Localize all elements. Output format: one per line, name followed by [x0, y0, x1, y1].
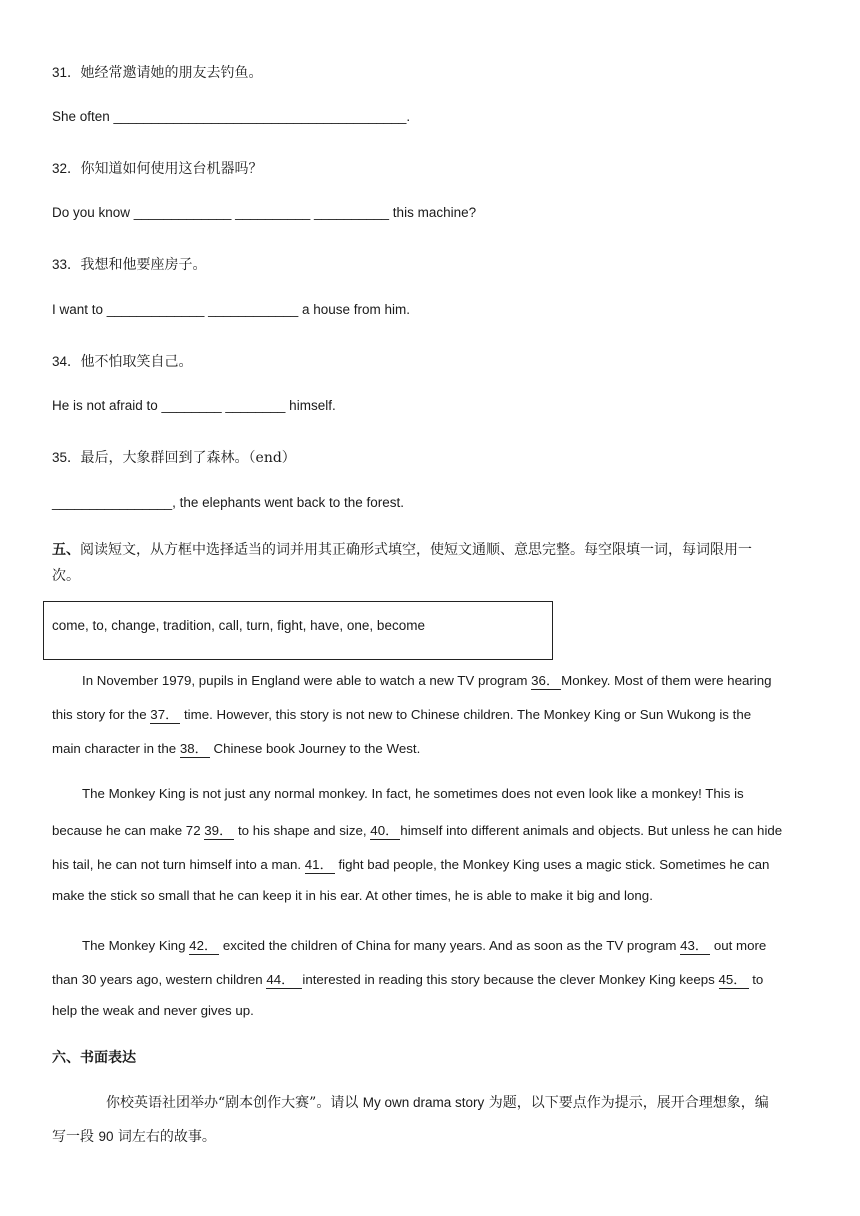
question-34-answer-line: He is not afraid to ________ ________ himself.	[52, 398, 336, 413]
instruction-text: 词左右的故事。	[113, 1129, 216, 1145]
blank-43[interactable]: 43．	[680, 935, 710, 955]
question-number: 33．	[52, 257, 81, 272]
passage-line	[82, 935, 766, 955]
word-bank-words: come, to, change, tradition, call, turn, fight, have, one, become	[52, 618, 425, 633]
question-34-prompt	[52, 350, 193, 371]
passage-text: out more	[710, 938, 767, 953]
passage-text: because he can make 72	[52, 823, 205, 838]
question-31-prompt	[52, 61, 263, 82]
instruction-text: 写一段	[52, 1129, 99, 1145]
passage-line: The Monkey King is not just any normal monkey. In fact, he sometimes does not even look like a monkey! This is	[82, 786, 744, 801]
question-chinese: 你知道如何使用这台机器吗？	[80, 161, 263, 177]
passage-line	[52, 738, 420, 758]
question-chinese: 最后，大象群回到了森林。（end）	[80, 450, 296, 466]
question-chinese: 他不怕取笑自己。	[80, 354, 193, 370]
blank-39[interactable]: 39．	[204, 820, 234, 840]
section-5-instruction-text: 阅读短文，从方框中选择适当的词并用其正确形式填空，使短文通顺、意思完整。每空限填一词，每词限用一	[80, 542, 752, 558]
instruction-text: 为题，以下要点作为提示，展开合理想象，编	[484, 1095, 769, 1111]
question-32-prompt	[52, 157, 263, 178]
passage-line	[52, 854, 769, 874]
passage-text: to	[748, 972, 764, 987]
section-5-instruction	[52, 539, 752, 559]
passage-text: his tail, he can not turn himself into a man.	[52, 857, 305, 872]
section-6-instruction	[106, 1092, 769, 1112]
section-5-instruction-cont: 次。	[52, 568, 80, 584]
passage-text: interested in reading this story because the clever Monkey King keeps	[302, 972, 719, 987]
blank-36[interactable]: 36．	[531, 670, 561, 690]
question-35-prompt	[52, 446, 296, 467]
blank-37[interactable]: 37．	[150, 704, 180, 724]
passage-text: Chinese book Journey to the West.	[209, 741, 421, 756]
question-33-answer-line: I want to _____________ ____________ a house from him.	[52, 302, 411, 317]
blank-44[interactable]: 44．	[266, 969, 302, 989]
question-33-prompt	[52, 253, 207, 274]
section-5-title: 五、	[52, 542, 80, 558]
passage-text: to his shape and size,	[234, 823, 371, 838]
passage-line	[52, 820, 782, 840]
passage-text: time. However, this story is not new to Chinese children. The Monkey King or Sun Wukong is the	[180, 707, 752, 722]
passage-line	[52, 969, 763, 989]
passage-line: help the weak and never gives up.	[52, 1003, 254, 1018]
blank-40[interactable]: 40．	[370, 820, 400, 840]
question-chinese: 她经常邀请她的朋友去钓鱼。	[80, 65, 263, 81]
word-bank-box	[43, 601, 553, 660]
instruction-text: 你校英语社团举办“剧本创作大赛”。请以	[106, 1095, 363, 1111]
passage-text: Monkey. Most of them were hearing	[561, 673, 772, 688]
word-count: 90	[98, 1129, 114, 1144]
section-6-instruction-cont	[52, 1126, 216, 1146]
passage-line: make the stick so small that he can keep it in his ear. At other times, he is able to make it big and long.	[52, 888, 653, 903]
blank-45[interactable]: 45．	[719, 969, 749, 989]
passage-text: this story for the	[52, 707, 151, 722]
passage-text: himself into different animals and objects. But unless he can hide	[400, 823, 783, 838]
question-31-answer-line: She often _______________________________________.	[52, 109, 411, 124]
blank-42[interactable]: 42．	[189, 935, 219, 955]
blank-38[interactable]: 38．	[180, 738, 210, 758]
passage-text: The Monkey King	[82, 938, 190, 953]
question-35-answer-line: ________________, the elephants went back to the forest.	[52, 495, 405, 510]
question-chinese: 我想和他要座房子。	[80, 257, 207, 273]
passage-line	[82, 670, 772, 690]
question-number: 34．	[52, 354, 81, 369]
passage-text: than 30 years ago, western children	[52, 972, 267, 987]
drama-title-text: My own drama story	[362, 1095, 485, 1110]
question-number: 35．	[52, 450, 81, 465]
section-6-title: 六、书面表达	[52, 1050, 136, 1066]
question-number: 31．	[52, 65, 81, 80]
passage-line	[52, 704, 751, 724]
passage-text: excited the children of China for many years. And as soon as the TV program	[219, 938, 681, 953]
passage-text: main character in the	[52, 741, 180, 756]
passage-text: fight bad people, the Monkey King uses a magic stick. Sometimes he can	[334, 857, 770, 872]
question-32-answer-line: Do you know _____________ __________ __________ this machine?	[52, 205, 477, 220]
passage-text: In November 1979, pupils in England were able to watch a new TV program	[82, 673, 532, 688]
blank-41[interactable]: 41．	[305, 854, 335, 874]
question-number: 32．	[52, 161, 81, 176]
